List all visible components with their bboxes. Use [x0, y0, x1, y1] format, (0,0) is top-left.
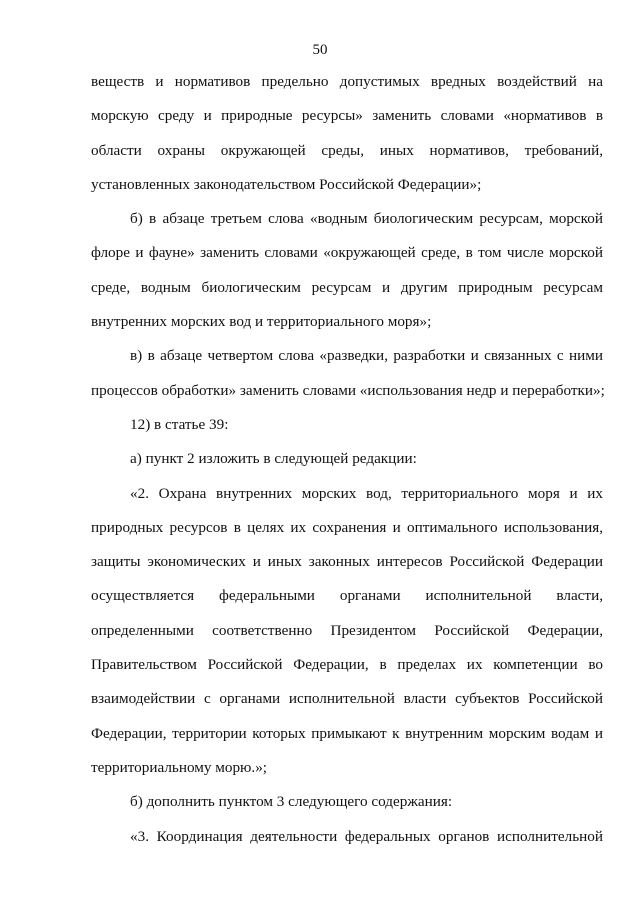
text-line: морскую среду и природные ресурсы» заменить словами «нормативов в [91, 107, 603, 125]
text-line: природных ресурсов в целях их сохранения и оптимального использования, [91, 518, 603, 536]
text-line: среде, водным биологическим ресурсам и другим природным ресурсам [91, 278, 603, 296]
text-line: б) дополнить пунктом 3 следующего содержания: [130, 793, 453, 811]
text-line: взаимодействии с органами исполнительной власти субъектов Российской [91, 690, 603, 708]
text-line: Правительством Российской Федерации, в пределах их компетенции во [91, 656, 603, 674]
text-line: определенными соответственно Президентом Российской Федерации, [91, 621, 603, 639]
text-line: защиты экономических и иных законных интересов Российской Федерации [91, 553, 603, 571]
text-line: а) пункт 2 изложить в следующей редакции: [130, 450, 417, 468]
text-line: установленных законодательством Российской Федерации»; [91, 175, 482, 193]
text-line: «2. Охрана внутренних морских вод, территориального моря и их [130, 484, 603, 502]
text-line: процессов обработки» заменить словами «использования недр и переработки»; [91, 381, 605, 399]
text-line: б) в абзаце третьем слова «водным биологическим ресурсам, морской [130, 210, 603, 228]
text-line: флоре и фауне» заменить словами «окружающей среде, в том числе морской [91, 244, 603, 262]
text-line: области охраны окружающей среды, иных нормативов, требований, [91, 141, 603, 159]
text-line: Федерации, территории которых примыкают к внутренним морским водам и [91, 724, 603, 742]
document-body [91, 73, 603, 862]
text-line: осуществляется федеральными органами исполнительной власти, [91, 587, 603, 605]
text-line: «3. Координация деятельности федеральных органов исполнительной [130, 827, 603, 845]
text-line: 12) в статье 39: [130, 415, 229, 433]
text-line: в) в абзаце четвертом слова «разведки, разработки и связанных с ними [130, 347, 603, 365]
text-line: веществ и нормативов предельно допустимых вредных воздействий на [91, 73, 603, 90]
page-number: 50 [312, 42, 328, 58]
text-line: внутренних морских вод и территориального моря»; [91, 313, 432, 331]
text-line: территориальному морю.»; [91, 758, 268, 776]
